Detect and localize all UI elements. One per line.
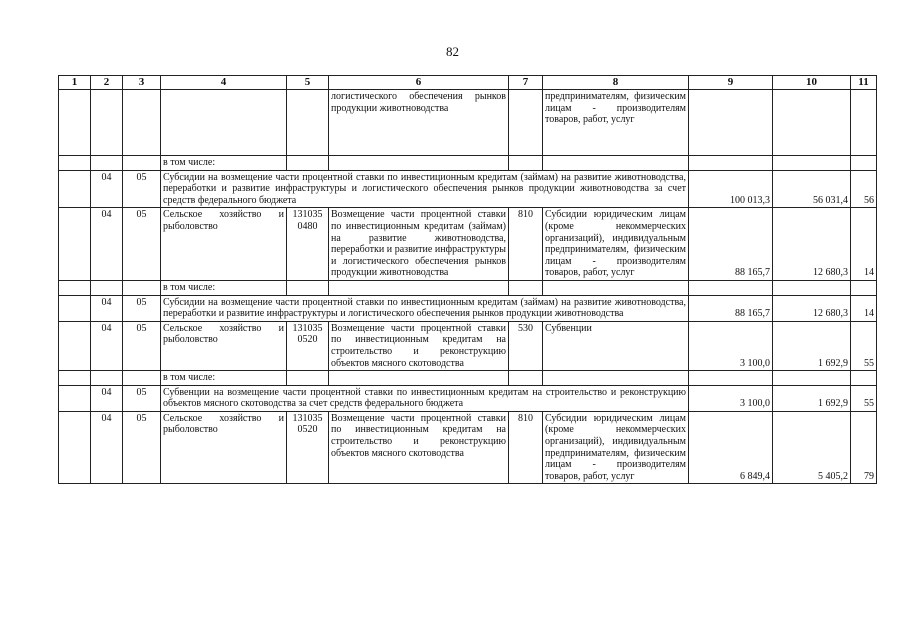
subsection-code: 05 <box>123 321 161 370</box>
section-name: Сельское хозяйство и рыболовство <box>161 321 287 370</box>
execution-percent: 55 <box>851 385 877 411</box>
section-code: 04 <box>91 385 123 411</box>
including-label: в том числе: <box>161 156 287 171</box>
table-header-row <box>59 76 877 90</box>
target-article-code: 131035 0480 <box>287 208 329 281</box>
execution-percent: 56 <box>851 170 877 208</box>
section-code: 04 <box>91 208 123 281</box>
amount-planned: 3 100,0 <box>689 385 773 411</box>
subsection-code: 05 <box>123 295 161 321</box>
column-header: 3 <box>123 76 161 90</box>
expense-type-code: 810 <box>509 411 543 484</box>
table-row <box>59 90 877 156</box>
table-row-including <box>59 371 877 386</box>
section-name: Сельское хозяйство и рыболовство <box>161 411 287 484</box>
table-row-subsidy <box>59 170 877 208</box>
table-row-subsidy <box>59 295 877 321</box>
column-header: 8 <box>543 76 689 90</box>
page-number: 82 <box>446 44 459 59</box>
table-row <box>59 321 877 370</box>
amount-planned: 88 165,7 <box>689 295 773 321</box>
column-header: 10 <box>773 76 851 90</box>
subsection-code: 05 <box>123 170 161 208</box>
amount-executed: 56 031,4 <box>773 170 851 208</box>
column-header: 1 <box>59 76 91 90</box>
column-header: 6 <box>329 76 509 90</box>
target-article-code: 131035 0520 <box>287 321 329 370</box>
amount-planned: 88 165,7 <box>689 208 773 281</box>
recipient-cell: Субвенции <box>543 321 689 370</box>
execution-percent: 14 <box>851 208 877 281</box>
including-label: в том числе: <box>161 280 287 295</box>
section-code: 04 <box>91 295 123 321</box>
expense-type-code: 810 <box>509 208 543 281</box>
section-code: 04 <box>91 170 123 208</box>
table-row-including <box>59 280 877 295</box>
column-header: 5 <box>287 76 329 90</box>
including-label: в том числе: <box>161 371 287 386</box>
section-name: Сельское хозяйство и рыболовство <box>161 208 287 281</box>
subsidy-description: Субсидии на возмещение части процентной ставки по инвестиционным кредитам (займам) на развитие животноводства, переработки и развитие инфраструктуры и логистического обеспечения рынков продукции животноводства за счет средств федерального бюджета <box>161 170 689 208</box>
target-article-code: 131035 0520 <box>287 411 329 484</box>
purpose-cell: Возмещение части процентной ставки по инвестиционным кредитам на строительство и реконструкцию объектов мясного скотоводства <box>329 321 509 370</box>
amount-executed: 1 692,9 <box>773 321 851 370</box>
purpose-cell: Возмещение части процентной ставки по инвестиционным кредитам (займам) на развитие животноводства, переработки и развитие инфраструктуры и логистического обеспечения рынков продукции животноводства <box>329 208 509 281</box>
table-row-including <box>59 156 877 171</box>
column-header: 9 <box>689 76 773 90</box>
subsidy-description: Субсидии на возмещение части процентной ставки по инвестиционным кредитам (займам) на развитие животноводства, переработки и развитие инфраструктуры и логистического обеспечения рынков продукции животноводства <box>161 295 689 321</box>
table-row <box>59 411 877 484</box>
purpose-cell: логистического обеспечения рынков продукции животноводства <box>329 90 509 156</box>
table-row <box>59 208 877 281</box>
recipient-cell: Субсидии юридическим лицам (кроме некоммерческих организаций), индивидуальным предпринимателям, физическим лицам - производителям товаров, работ, услуг <box>543 411 689 484</box>
subsection-code: 05 <box>123 208 161 281</box>
section-code: 04 <box>91 321 123 370</box>
column-header: 4 <box>161 76 287 90</box>
subsidy-description: Субвенции на возмещение части процентной ставки по инвестиционным кредитам на строительство и реконструкцию объектов мясного скотоводства за счет средств федерального бюджета <box>161 385 689 411</box>
subsection-code: 05 <box>123 385 161 411</box>
table-row-subsidy <box>59 385 877 411</box>
section-code: 04 <box>91 411 123 484</box>
execution-percent: 79 <box>851 411 877 484</box>
recipient-cell: предпринимателям, физическим лицам - производителям товаров, работ, услуг <box>543 90 689 156</box>
execution-percent: 55 <box>851 321 877 370</box>
subsection-code: 05 <box>123 411 161 484</box>
column-header: 2 <box>91 76 123 90</box>
expense-type-code: 530 <box>509 321 543 370</box>
amount-executed: 12 680,3 <box>773 295 851 321</box>
amount-planned: 3 100,0 <box>689 321 773 370</box>
amount-executed: 5 405,2 <box>773 411 851 484</box>
budget-table <box>58 75 877 484</box>
amount-planned: 100 013,3 <box>689 170 773 208</box>
amount-planned: 6 849,4 <box>689 411 773 484</box>
execution-percent: 14 <box>851 295 877 321</box>
amount-executed: 1 692,9 <box>773 385 851 411</box>
amount-executed: 12 680,3 <box>773 208 851 281</box>
column-header: 7 <box>509 76 543 90</box>
recipient-cell: Субсидии юридическим лицам (кроме некоммерческих организаций), индивидуальным предпринимателям, физическим лицам - производителям товаров, работ, услуг <box>543 208 689 281</box>
column-header: 11 <box>851 76 877 90</box>
purpose-cell: Возмещение части процентной ставки по инвестиционным кредитам на строительство и реконструкцию объектов мясного скотоводства <box>329 411 509 484</box>
